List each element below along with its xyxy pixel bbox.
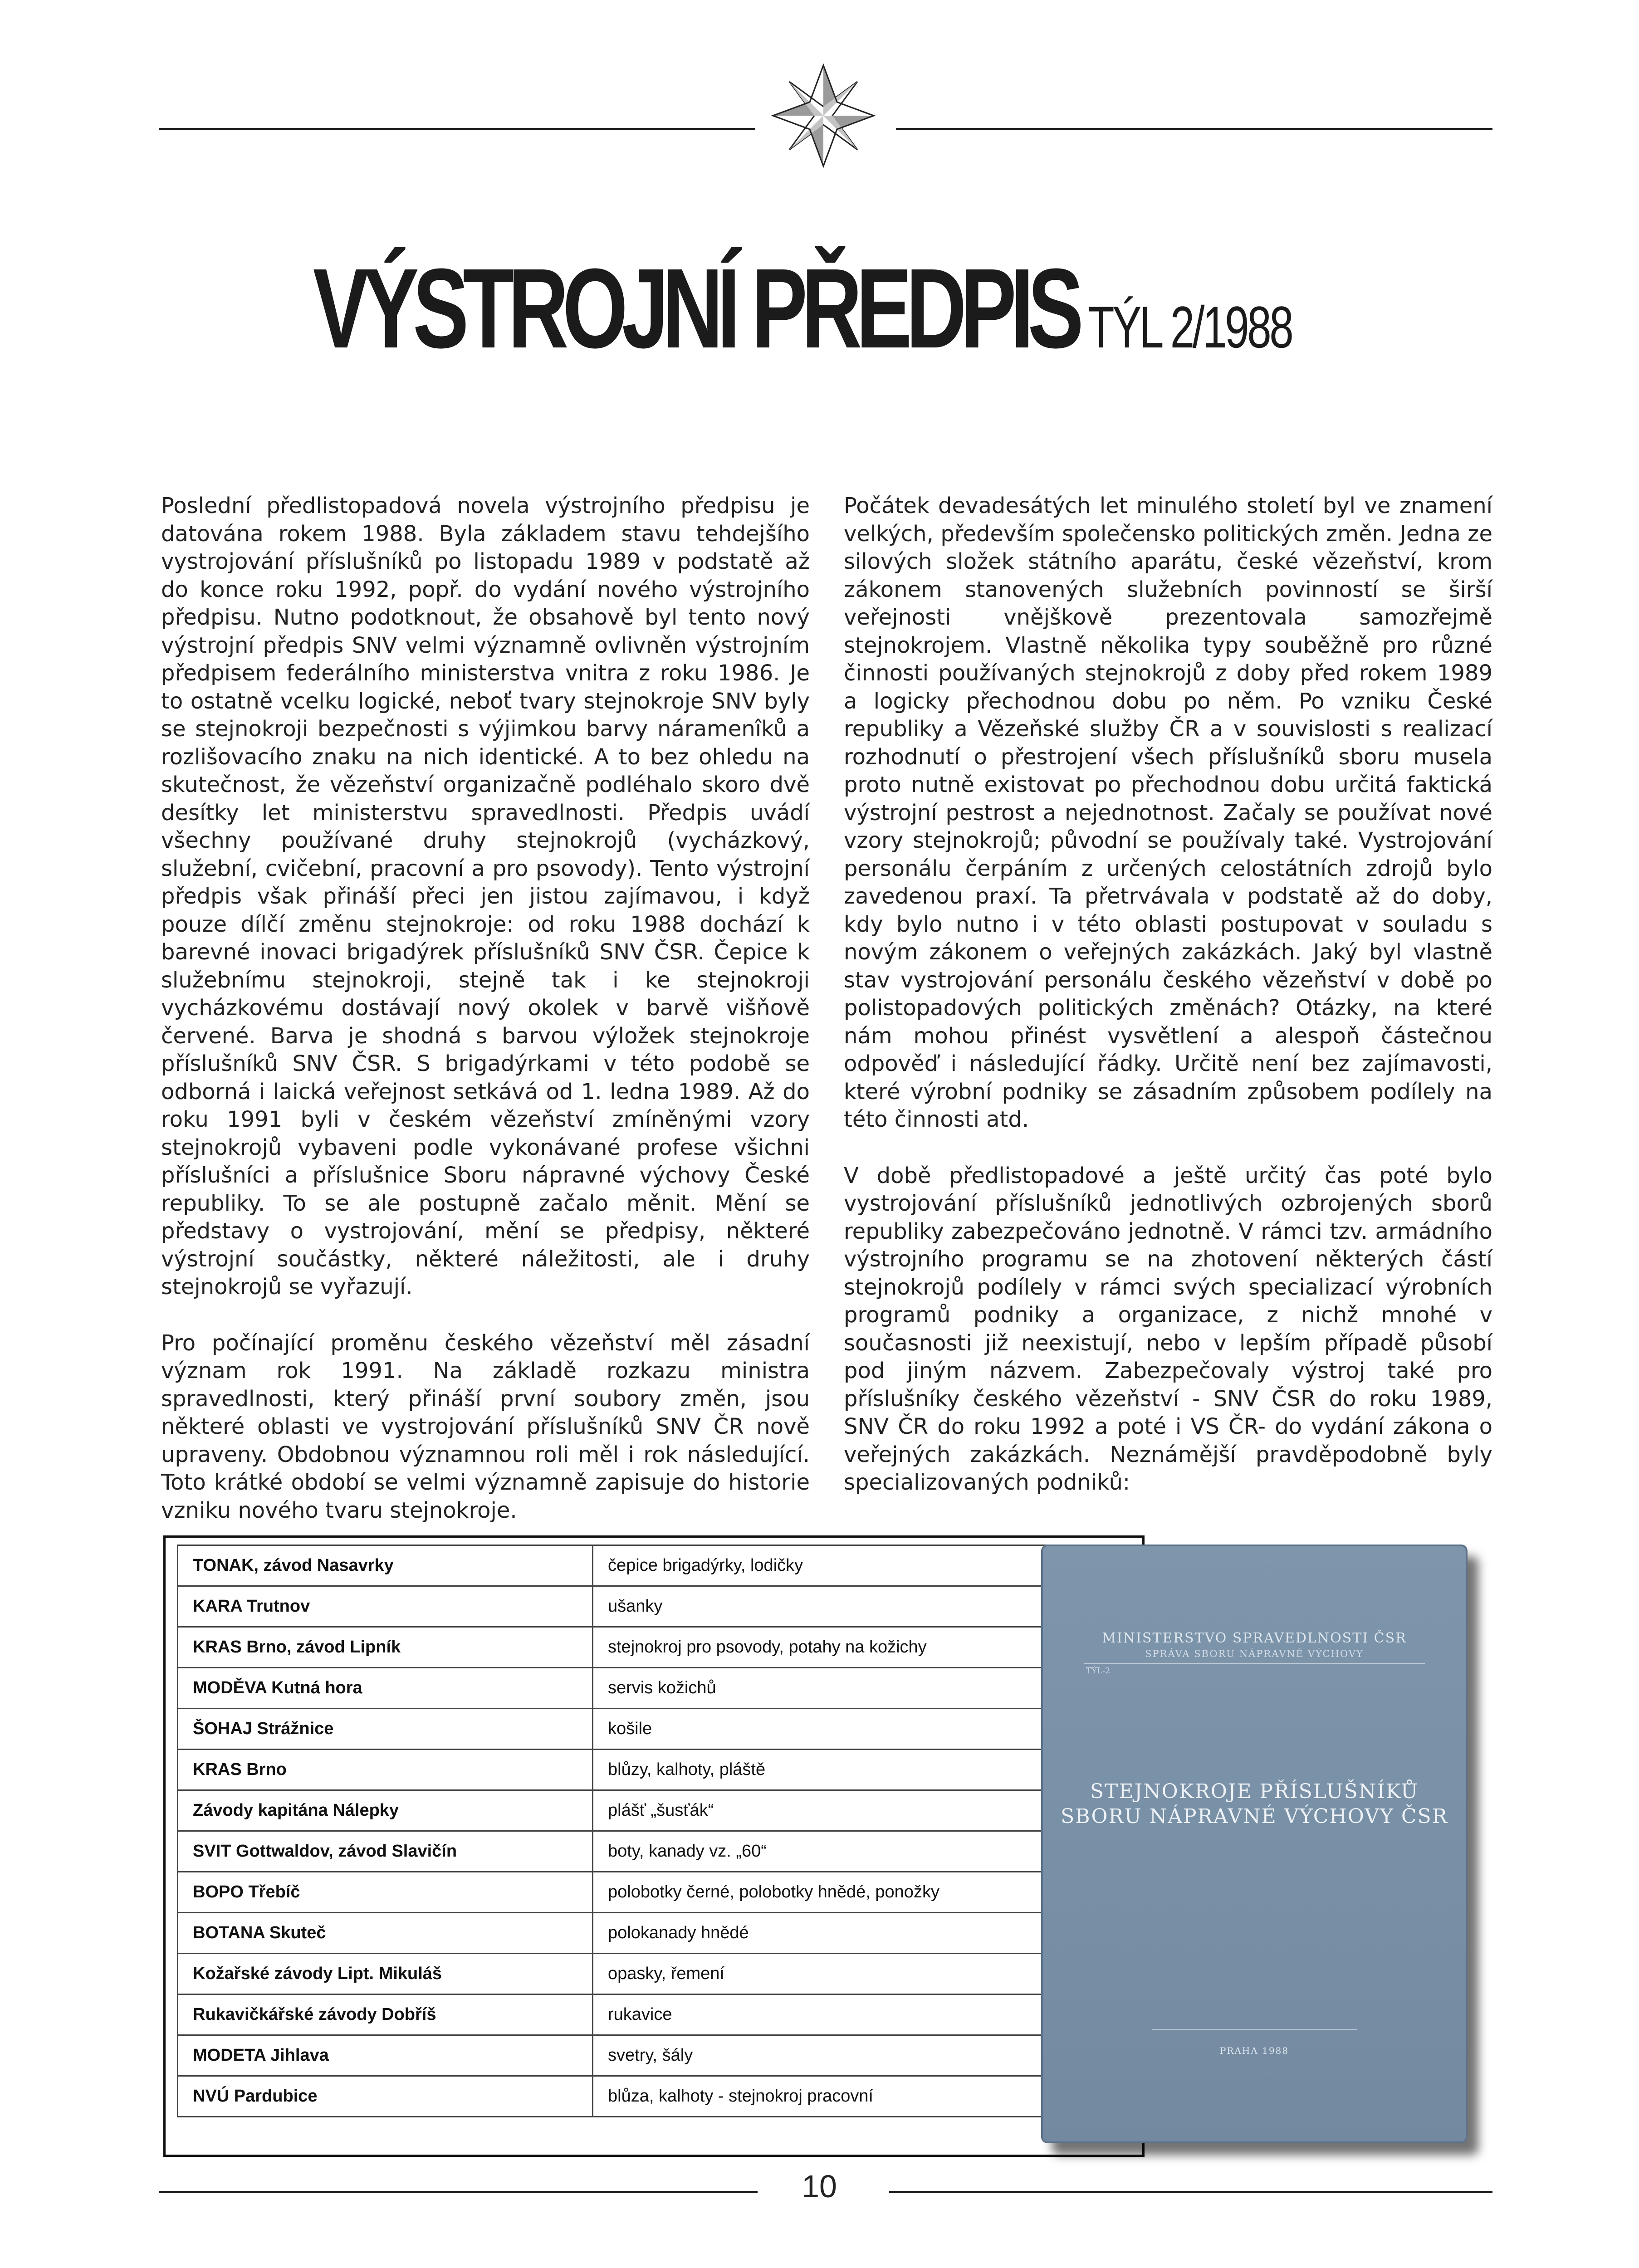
table-row: [178, 1790, 1061, 1831]
table-row: [178, 1994, 1061, 2035]
table-row: [178, 1831, 1061, 1872]
book-ministry-text: MINISTERSTVO SPRAVEDLNOSTI ČSR: [1102, 1630, 1407, 1646]
book-title-line-2: SBORU NÁPRAVNÉ VÝCHOVY ČSR: [1061, 1805, 1448, 1828]
products-cell: stejnokroj pro psovody, potahy na kožichy: [593, 1627, 1061, 1668]
company-cell: NVÚ Pardubice: [178, 2076, 593, 2117]
right-paragraph-2: V době předlistopadové a ještě určitý čas poté bylo vystrojování příslušníků jednotlivých ozbrojených sborů republiky zabezpečováno jednotně. V rámci tzv. armádního výstrojního programu se na zhotovení některých částí stejnokrojů podílely v rámci svých specializací výrobních programů podniky a organizace, z nichž mnohé v současnosti již neexistují, nebo v lepším případě působí pod jiným názvem. Zabezpečovaly výstroj také pro příslušníky českého vězeňství - SNV ČSR do roku 1989, SNV ČR do roku 1992 a poté i VS ČR- do vydání zákona o veřejných zakázkách. Neznámější pravděpodobně byly specializovaných podniků:: [844, 1163, 1492, 1495]
table-row: [178, 2035, 1061, 2076]
products-cell: servis kožichů: [593, 1668, 1061, 1709]
book-rule-top: [1084, 1663, 1425, 1664]
header-rule-left: [159, 128, 755, 130]
company-cell: BOTANA Skuteč: [178, 1913, 593, 1954]
products-cell: boty, kanady vz. „60“: [593, 1831, 1061, 1872]
book-department-text: SPRÁVA SBORU NÁPRAVNÉ VÝCHOVY: [1145, 1648, 1364, 1659]
products-cell: polokanady hnědé: [593, 1913, 1061, 1954]
products-cell: rukavice: [593, 1994, 1061, 2035]
book-title-line-1: STEJNOKROJE PŘÍSLUŠNÍKŮ: [1090, 1780, 1419, 1803]
company-cell: TONAK, závod Nasavrky: [178, 1545, 593, 1586]
header-rule-right: [896, 128, 1492, 130]
products-cell: svetry, šály: [593, 2035, 1061, 2076]
compass-star-icon: [771, 64, 876, 168]
products-cell: ušanky: [593, 1586, 1061, 1627]
company-cell: KRAS Brno: [178, 1750, 593, 1790]
book-place-year: PRAHA 1988: [1219, 2045, 1289, 2056]
products-cell: polobotky černé, polobotky hnědé, ponožky: [593, 1872, 1061, 1913]
table-row: [178, 1586, 1061, 1627]
table-row: [178, 1872, 1061, 1913]
table-row: [178, 1750, 1061, 1790]
company-cell: KRAS Brno, závod Lipník: [178, 1627, 593, 1668]
company-cell: BOPO Třebíč: [178, 1872, 593, 1913]
page-number: 10: [802, 2169, 837, 2204]
products-cell: opasky, řemení: [593, 1954, 1061, 1994]
left-paragraph-2: Pro počínající proměnu českého vězeňství měl zásadní význam rok 1991. Na základě rozkazu ministra spravedlnosti, který přináší první soubory změn, jsou některé oblasti ve vystrojování příslušníků SNV ČR nově upraveny. Obdobnou významnou roli měl i rok následující. Toto krátké období se velmi významně zapisuje do historie vzniku nového tvaru stejnokroje.: [161, 1330, 810, 1523]
company-cell: KARA Trutnov: [178, 1586, 593, 1627]
table-row: [178, 1545, 1061, 1586]
table-row: [178, 2076, 1061, 2117]
company-cell: ŠOHAJ Strážnice: [178, 1709, 593, 1750]
company-cell: Závody kapitána Nálepky: [178, 1790, 593, 1831]
title-subtitle: TÝL 2/1988: [1087, 294, 1292, 360]
title-main: VÝSTROJNÍ PŘEDPIS: [313, 245, 1078, 371]
company-cell: MODĚVA Kutná hora: [178, 1668, 593, 1709]
company-cell: Kožařské závody Lipt. Mikuláš: [178, 1954, 593, 1994]
company-cell: MODETA Jihlava: [178, 2035, 593, 2076]
products-cell: plášť „šusťák“: [593, 1790, 1061, 1831]
left-column: [161, 492, 810, 1525]
book-cover-image: [1041, 1545, 1468, 2143]
book-code-text: TÝL-2: [1086, 1666, 1111, 1676]
book-rule-bottom: [1152, 2029, 1357, 2030]
table-row: [178, 1709, 1061, 1750]
supplier-table: [177, 1545, 1062, 2117]
company-cell: SVIT Gottwaldov, závod Slavičín: [178, 1831, 593, 1872]
footer-rule-left: [159, 2191, 758, 2193]
products-cell: blůzy, kalhoty, pláště: [593, 1750, 1061, 1790]
table-row: [178, 1954, 1061, 1994]
table-row: [178, 1668, 1061, 1709]
products-cell: blůza, kalhoty - stejnokroj pracovní: [593, 2076, 1061, 2117]
left-paragraph-1: Poslední předlistopadová novela výstrojního předpisu je datována rokem 1988. Byla základem stavu tehdejšího vystrojování příslušníků po listopadu 1989 v podstatě až do konce roku 1992, popř. do vydání nového výstrojního předpisu. Nutno podotknout, že obsahově byl tento nový výstrojní předpis SNV velmi významně ovlivněn výstrojním předpisem federálního ministerstva vnitra z roku 1986. Je to ostatně vcelku logické, neboť tvary stejnokroje SNV byly se stejnokroji bezpečnosti s výjimkou barvy náramenîků a rozlišovacího znaku na nich identické. A to bez ohledu na skutečnost, že vězeňství organizačně podléhalo skoro dvě desítky let ministerstvu spravedlnosti. Předpis uvádí všechny používané druhy stejnokrojů (vycházkový, služební, cvičební, pracovní a pro psovody). Tento výstrojní předpis však přináší přeci jen jistou zajímavou, i když pouze dílčí změnu stejnokroje: od roku 1988 dochází k barevné inovaci brigadýrek příslušníků SNV ČSR. Čepice k služebnímu stejnokroji, stejně tak i ke stejnokroji vycházkovému dostávají nový okolek v barvě višňově červené. Barva je shodná s barvou výložek stejnokroje příslušníků SNV ČSR. S brigadýrkami v této podobě se odborná i laická veřejnost setkává od 1. ledna 1989. Až do roku 1991 byli v českém vězeňství zmíněnými vzory stejnokrojů vybaveni podle vykonávané profese všichni příslušníci a příslušnice Sboru nápravné výchovy České republiky. To se ale postupně začalo měnit. Mění se představy o vystrojování, mění se předpisy, některé výstrojní součástky, některé náležitosti, ale i druhy stejnokrojů se vyřazují.: [161, 493, 810, 1300]
products-cell: košile: [593, 1709, 1061, 1750]
company-cell: Rukavičkářské závody Dobříš: [178, 1994, 593, 2035]
right-column: [844, 492, 1492, 1497]
table-row: [178, 1913, 1061, 1954]
products-cell: čepice brigadýrky, lodičky: [593, 1545, 1061, 1586]
table-row: [178, 1627, 1061, 1668]
page-title: [313, 245, 1292, 384]
right-paragraph-1: Počátek devadesátých let minulého století byl ve znamení velkých, především společensko politických změn. Jedna ze silových složek státního aparátu, české vězeňství, krom zákonem stanovených služebních povinností se širší veřejnosti vnějškově prezentovala samozřejmě stejnokrojem. Vlastně několika typy souběžně pro různé činnosti používaných stejnokrojů z doby před rokem 1989 a logicky přechodnou dobu po něm. Po vzniku České republiky a Vězeňské služby ČR a v souvislosti s realizací rozhodnutí o přestrojení všech příslušníků sboru musela proto nutně existovat po přechodnou dobu určitá faktická výstrojní pestrost a nejednotnost. Začaly se používat nové vzory stejnokrojů; původní se používaly také. Vystrojování personálu čerpáním z určených celostátních zdrojů bylo zavedenou praxí. Ta přetrvávala v podstatě až do doby, kdy bylo nutno i v této oblasti postupovat v souladu s novým zákonem o veřejných zakázkách. Jaký byl vlastně stav vystrojování personálu českého vězeňství v době po polistopadových politických změnách? Otázky, na které nám mohou přinést vysvětlení a alespoň částečnou odpověď i následující řádky. Určitě není bez zajímavosti, které výrobní podniky se zásadním způsobem podílely na této činnosti atd.: [844, 493, 1492, 1132]
footer-rule-right: [889, 2191, 1492, 2193]
